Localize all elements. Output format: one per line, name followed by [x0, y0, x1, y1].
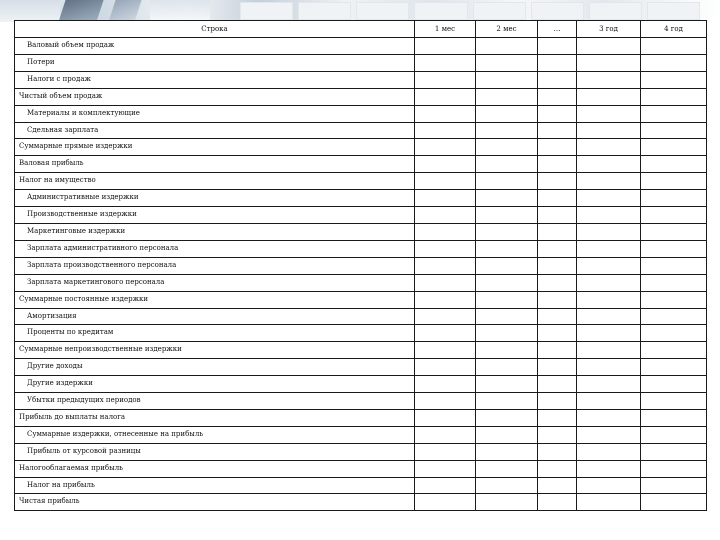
value-cell — [476, 443, 538, 460]
value-cell — [476, 477, 538, 494]
value-cell — [538, 190, 577, 207]
value-cell — [476, 325, 538, 342]
banner-tile — [240, 2, 293, 20]
value-cell — [538, 443, 577, 460]
row-label: Налогооблагаемая прибыль — [15, 460, 415, 477]
value-cell — [538, 38, 577, 55]
value-cell — [415, 122, 476, 139]
value-cell — [415, 376, 476, 393]
banner-tile — [298, 2, 351, 20]
row-label: Налог на прибыль — [15, 477, 415, 494]
value-cell — [476, 460, 538, 477]
value-cell — [415, 190, 476, 207]
value-cell — [577, 207, 641, 224]
value-cell — [641, 393, 707, 410]
value-cell — [476, 223, 538, 240]
value-cell — [641, 71, 707, 88]
banner-tile — [473, 2, 526, 20]
value-cell — [476, 88, 538, 105]
value-cell — [538, 393, 577, 410]
table-row — [15, 393, 707, 410]
table-row — [15, 342, 707, 359]
value-cell — [641, 359, 707, 376]
table-row — [15, 38, 707, 55]
value-cell — [538, 274, 577, 291]
table-row — [15, 359, 707, 376]
value-cell — [641, 173, 707, 190]
table-row — [15, 207, 707, 224]
row-label: Суммарные постоянные издержки — [15, 291, 415, 308]
table-row — [15, 240, 707, 257]
row-label: Проценты по кредитам — [15, 325, 415, 342]
value-cell — [577, 274, 641, 291]
value-cell — [415, 240, 476, 257]
value-cell — [577, 223, 641, 240]
row-label: Потери — [15, 54, 415, 71]
value-cell — [577, 342, 641, 359]
row-label: Зарплата административного персонала — [15, 240, 415, 257]
value-cell — [577, 190, 641, 207]
value-cell — [538, 342, 577, 359]
banner-shape — [150, 0, 210, 22]
value-cell — [415, 173, 476, 190]
row-label: Зарплата маркетингового персонала — [15, 274, 415, 291]
value-cell — [476, 308, 538, 325]
value-cell — [577, 156, 641, 173]
header-row-label: Строка — [15, 21, 415, 38]
table-row — [15, 308, 707, 325]
value-cell — [641, 443, 707, 460]
value-cell — [476, 342, 538, 359]
value-cell — [476, 190, 538, 207]
table-header-row — [15, 21, 707, 38]
row-label: Сдельная зарплата — [15, 122, 415, 139]
value-cell — [415, 308, 476, 325]
value-cell — [577, 409, 641, 426]
value-cell — [641, 291, 707, 308]
table-row — [15, 477, 707, 494]
table-row — [15, 409, 707, 426]
value-cell — [577, 426, 641, 443]
header-month-1: 1 мес — [415, 21, 476, 38]
value-cell — [415, 291, 476, 308]
value-cell — [577, 88, 641, 105]
value-cell — [577, 71, 641, 88]
value-cell — [476, 122, 538, 139]
value-cell — [415, 274, 476, 291]
row-label: Другие доходы — [15, 359, 415, 376]
row-label: Чистый объем продаж — [15, 88, 415, 105]
row-label: Суммарные прямые издержки — [15, 139, 415, 156]
value-cell — [415, 207, 476, 224]
table-row — [15, 494, 707, 511]
value-cell — [476, 207, 538, 224]
row-label: Другие издержки — [15, 376, 415, 393]
value-cell — [641, 190, 707, 207]
value-cell — [577, 173, 641, 190]
value-cell — [577, 494, 641, 511]
value-cell — [577, 376, 641, 393]
value-cell — [641, 460, 707, 477]
value-cell — [476, 54, 538, 71]
header-year-4: 4 год — [641, 21, 707, 38]
row-label: Прибыль до выплаты налога — [15, 409, 415, 426]
row-label: Чистая прибыль — [15, 494, 415, 511]
value-cell — [577, 325, 641, 342]
value-cell — [415, 54, 476, 71]
value-cell — [476, 71, 538, 88]
banner-shape — [58, 0, 103, 22]
value-cell — [641, 342, 707, 359]
row-label: Зарплата производственного персонала — [15, 257, 415, 274]
value-cell — [641, 223, 707, 240]
row-label: Амортизация — [15, 308, 415, 325]
value-cell — [577, 240, 641, 257]
value-cell — [415, 105, 476, 122]
value-cell — [476, 393, 538, 410]
value-cell — [538, 223, 577, 240]
value-cell — [415, 342, 476, 359]
value-cell — [538, 359, 577, 376]
value-cell — [538, 308, 577, 325]
value-cell — [641, 240, 707, 257]
row-label: Прибыль от курсовой разницы — [15, 443, 415, 460]
value-cell — [538, 54, 577, 71]
value-cell — [538, 71, 577, 88]
row-label: Производственные издержки — [15, 207, 415, 224]
value-cell — [415, 426, 476, 443]
value-cell — [577, 139, 641, 156]
row-label: Материалы и комплектующие — [15, 105, 415, 122]
header-banner-image — [0, 0, 720, 22]
value-cell — [538, 494, 577, 511]
value-cell — [538, 88, 577, 105]
value-cell — [415, 359, 476, 376]
row-label: Налоги с продаж — [15, 71, 415, 88]
value-cell — [641, 257, 707, 274]
value-cell — [641, 54, 707, 71]
value-cell — [476, 257, 538, 274]
banner-tile — [414, 2, 467, 20]
value-cell — [641, 376, 707, 393]
value-cell — [476, 494, 538, 511]
value-cell — [577, 393, 641, 410]
banner-shape — [108, 0, 141, 22]
banner-tile — [589, 2, 642, 20]
banner-tile — [531, 2, 584, 20]
value-cell — [641, 494, 707, 511]
value-cell — [476, 139, 538, 156]
table-row — [15, 426, 707, 443]
banner-tiles — [240, 2, 700, 20]
row-label: Убытки предыдущих периодов — [15, 393, 415, 410]
header-ellipsis: … — [538, 21, 577, 38]
value-cell — [641, 274, 707, 291]
value-cell — [415, 443, 476, 460]
value-cell — [577, 257, 641, 274]
value-cell — [415, 409, 476, 426]
value-cell — [641, 207, 707, 224]
value-cell — [641, 477, 707, 494]
table-row — [15, 190, 707, 207]
value-cell — [415, 257, 476, 274]
value-cell — [538, 460, 577, 477]
table-row — [15, 223, 707, 240]
value-cell — [538, 426, 577, 443]
value-cell — [538, 376, 577, 393]
value-cell — [577, 443, 641, 460]
value-cell — [538, 122, 577, 139]
value-cell — [641, 308, 707, 325]
table-row — [15, 291, 707, 308]
value-cell — [641, 409, 707, 426]
table-body — [15, 38, 707, 511]
value-cell — [577, 291, 641, 308]
value-cell — [641, 156, 707, 173]
value-cell — [538, 105, 577, 122]
value-cell — [415, 71, 476, 88]
value-cell — [577, 54, 641, 71]
row-label: Суммарные непроизводственные издержки — [15, 342, 415, 359]
banner-tile — [356, 2, 409, 20]
header-month-2: 2 мес — [476, 21, 538, 38]
value-cell — [415, 494, 476, 511]
value-cell — [641, 426, 707, 443]
value-cell — [538, 477, 577, 494]
value-cell — [538, 325, 577, 342]
row-label: Суммарные издержки, отнесенные на прибыль — [15, 426, 415, 443]
table-row — [15, 71, 707, 88]
row-label: Маркетинговые издержки — [15, 223, 415, 240]
table-row — [15, 325, 707, 342]
value-cell — [476, 409, 538, 426]
value-cell — [415, 325, 476, 342]
value-cell — [538, 156, 577, 173]
value-cell — [476, 426, 538, 443]
value-cell — [415, 477, 476, 494]
value-cell — [476, 376, 538, 393]
value-cell — [538, 409, 577, 426]
profit-loss-table — [14, 20, 707, 511]
table-row — [15, 376, 707, 393]
value-cell — [415, 393, 476, 410]
value-cell — [641, 139, 707, 156]
value-cell — [476, 156, 538, 173]
table-row — [15, 122, 707, 139]
value-cell — [538, 291, 577, 308]
table-row — [15, 105, 707, 122]
value-cell — [641, 122, 707, 139]
value-cell — [577, 122, 641, 139]
value-cell — [641, 105, 707, 122]
value-cell — [577, 308, 641, 325]
table-row — [15, 460, 707, 477]
value-cell — [476, 173, 538, 190]
table-row — [15, 257, 707, 274]
value-cell — [538, 207, 577, 224]
value-cell — [476, 291, 538, 308]
row-label: Административные издержки — [15, 190, 415, 207]
row-label: Налог на имущество — [15, 173, 415, 190]
value-cell — [538, 257, 577, 274]
value-cell — [577, 359, 641, 376]
banner-shape — [0, 0, 60, 22]
value-cell — [538, 173, 577, 190]
value-cell — [577, 477, 641, 494]
value-cell — [538, 139, 577, 156]
value-cell — [415, 139, 476, 156]
table-row — [15, 274, 707, 291]
table-row — [15, 156, 707, 173]
value-cell — [476, 105, 538, 122]
value-cell — [476, 38, 538, 55]
value-cell — [577, 460, 641, 477]
row-label: Валовый объем продаж — [15, 38, 415, 55]
value-cell — [415, 460, 476, 477]
value-cell — [538, 240, 577, 257]
table-row — [15, 443, 707, 460]
table-row — [15, 139, 707, 156]
table-row — [15, 54, 707, 71]
banner-tile — [647, 2, 700, 20]
table-row — [15, 173, 707, 190]
value-cell — [577, 38, 641, 55]
value-cell — [476, 240, 538, 257]
value-cell — [577, 105, 641, 122]
value-cell — [415, 38, 476, 55]
value-cell — [641, 325, 707, 342]
value-cell — [641, 38, 707, 55]
value-cell — [641, 88, 707, 105]
table-row — [15, 88, 707, 105]
value-cell — [476, 359, 538, 376]
value-cell — [476, 274, 538, 291]
header-year-3: 3 год — [577, 21, 641, 38]
value-cell — [415, 88, 476, 105]
row-label: Валовая прибыль — [15, 156, 415, 173]
value-cell — [415, 156, 476, 173]
value-cell — [415, 223, 476, 240]
